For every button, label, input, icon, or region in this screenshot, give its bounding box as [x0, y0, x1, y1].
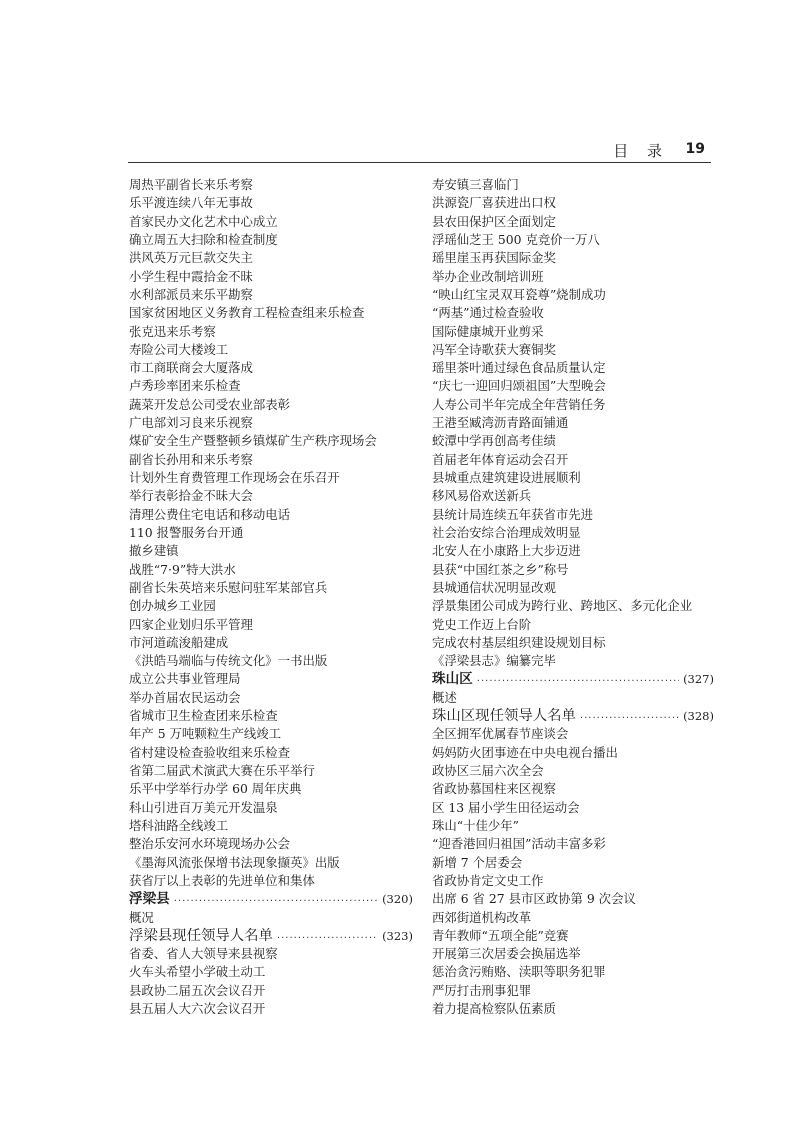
dot-leader	[580, 707, 679, 725]
toc-entry-title: 区 13 届小学生田径运动会	[432, 799, 580, 815]
toc-entry	[432, 909, 714, 927]
toc-entry	[129, 982, 413, 1000]
toc-entry-title: “庆七一迎回归颂祖国”大型晚会	[432, 378, 606, 394]
toc-entry-title: 寿安镇三喜临门	[432, 177, 519, 192]
toc-entry-title: 党史工作迈上台阶	[432, 616, 532, 632]
toc-entry	[432, 835, 714, 853]
toc-entry	[432, 982, 714, 1000]
toc-entry	[129, 799, 413, 817]
toc-entry-title: 市工商联商会大厦落成	[129, 360, 253, 376]
toc-entry-title: “映山红宝灵双耳瓷尊”烧制成功	[432, 286, 606, 302]
toc-entry-title: 塔科油路全线竣工	[129, 817, 229, 833]
toc-entry	[432, 304, 714, 322]
toc-entry-title: 首届老年体育运动会召开	[432, 451, 569, 467]
toc-entry	[129, 323, 413, 341]
toc-entry	[432, 561, 714, 579]
toc-entry	[432, 194, 714, 212]
toc-entry-title: 蔬菜开发总公司受农业部表彰	[129, 396, 291, 412]
toc-entry	[432, 1000, 714, 1018]
toc-entry	[129, 652, 413, 670]
toc-entry-title: 国际健康城开业剪采	[432, 323, 544, 339]
toc-entry-title: 获省厅以上表彰的先进单位和集体	[129, 872, 315, 888]
toc-entry	[129, 561, 413, 579]
toc-entry-title: 举办企业改制培训班	[432, 268, 544, 284]
toc-entry-title: 浮梁县	[129, 891, 170, 908]
toc-section-heading	[129, 890, 413, 908]
toc-entry	[129, 213, 413, 231]
toc-entry	[432, 689, 714, 707]
running-title: 目 录	[613, 142, 669, 160]
toc-entry	[432, 249, 714, 267]
toc-entry	[432, 817, 714, 835]
toc-entry-title: “迎香港回归祖国”活动丰富多彩	[432, 836, 606, 852]
toc-entry-title: 乐平中学举行办学 60 周年庆典	[129, 781, 302, 797]
toc-entry-title: 周热平副省长来乐考察	[129, 177, 253, 192]
toc-entry-title: 浮梁县现任领导人名单	[129, 927, 273, 944]
toc-entry	[432, 597, 714, 615]
toc-entry-title: 省村建设检查验收组来乐检查	[129, 744, 291, 760]
toc-entry	[129, 268, 413, 286]
toc-entry-title: 县五届人大六次会议召开	[129, 1001, 266, 1017]
toc-entry-title: 副省长朱英培来乐慰问驻军某部官兵	[129, 579, 328, 595]
toc-entry	[432, 377, 714, 395]
toc-entry	[129, 286, 413, 304]
left-toc-column	[129, 176, 413, 1018]
toc-entry-title: 惩治贪污贿赂、渎职等职务犯罪	[432, 964, 606, 980]
toc-entry	[432, 396, 714, 414]
toc-entry-title: 县城通信状况明显改观	[432, 579, 556, 595]
toc-entry	[129, 524, 413, 542]
toc-entry-title: 社会治安综合治理成效明显	[432, 524, 581, 540]
toc-entry-title: 严厉打击刑事犯罪	[432, 982, 532, 998]
toc-entry-title: 年产 5 万吨颗粒生产线竣工	[129, 726, 282, 742]
toc-entry	[129, 634, 413, 652]
toc-entry	[432, 927, 714, 945]
toc-entry-title: 全区拥军优属春节座谈会	[432, 726, 569, 742]
toc-entry	[432, 799, 714, 817]
toc-entry-title: 瑶里茶叶通过绿色食品质量认定	[432, 360, 606, 376]
toc-entry	[129, 506, 413, 524]
toc-entry-title: 县获“中国红茶之乡”称号	[432, 561, 569, 577]
toc-entry	[129, 744, 413, 762]
toc-page-number: (323)	[382, 928, 413, 943]
toc-entry-title: 确立周五大扫除和检查制度	[129, 231, 278, 247]
toc-entry	[432, 213, 714, 231]
toc-entry	[432, 579, 714, 597]
toc-entry-title: 浮瑶仙芝王 500 克竞价一万八	[432, 231, 600, 247]
toc-entry	[129, 780, 413, 798]
toc-entry-title: 《洪皓马端临与传统文化》一书出版	[129, 653, 328, 669]
toc-entry-title: 开展第三次居委会换届选举	[432, 946, 581, 962]
toc-entry	[129, 579, 413, 597]
toc-entry	[129, 670, 413, 688]
toc-entry-title: 清理公费住宅电话和移动电话	[129, 506, 291, 522]
toc-entry-title: 省政协慕国柱来区视察	[432, 781, 556, 797]
toc-entry-title: 北安人在小康路上大步迈进	[432, 543, 581, 559]
toc-entry	[432, 506, 714, 524]
toc-entry-title: 110 报警服务台开通	[129, 524, 244, 540]
toc-entry-title: 举行表彰拾金不昧大会	[129, 488, 253, 504]
toc-entry-title: 卢秀珍率团来乐检查	[129, 378, 241, 394]
dot-leader	[277, 927, 378, 945]
toc-entry-title: 广电部刘习良来乐视察	[129, 415, 253, 431]
toc-entry-title: 煤矿安全生产暨整顿乡镇煤矿生产秩序现场会	[129, 433, 377, 449]
toc-entry	[432, 286, 714, 304]
toc-entry	[129, 689, 413, 707]
toc-entry	[432, 616, 714, 634]
toc-entry	[129, 817, 413, 835]
toc-entry-title: 新增 7 个居委会	[432, 854, 523, 870]
toc-entry	[129, 432, 413, 450]
toc-entry	[432, 432, 714, 450]
toc-page-number: (328)	[683, 709, 714, 724]
toc-entry	[432, 487, 714, 505]
toc-entry-title: 张克迅来乐考察	[129, 323, 216, 339]
toc-entry-title: 计划外生育费管理工作现场会在乐召开	[129, 470, 340, 485]
toc-entry-title: 火车头希望小学破土动工	[129, 964, 266, 980]
toc-entry	[432, 652, 714, 670]
toc-entry-title: 省政协肯定文史工作	[432, 872, 544, 888]
toc-entry	[129, 396, 413, 414]
toc-entry-title: 首家民办文化艺术中心成立	[129, 213, 278, 229]
toc-entry	[432, 963, 714, 981]
toc-entry-title: 成立公共事业管理局	[129, 671, 241, 687]
toc-entry-title: 王港至臧湾沥青路面铺通	[432, 415, 569, 431]
toc-entry-title: 人寿公司半年完成全年营销任务	[432, 396, 606, 412]
toc-entry	[432, 231, 714, 249]
toc-entry	[129, 616, 413, 634]
toc-entry-title: 科山引进百万美元开发温泉	[129, 799, 278, 815]
toc-entry-title: 整治乐安河水环境现场办公会	[129, 836, 291, 852]
toc-entry-title: 省委、省人大领导来县视察	[129, 946, 278, 962]
toc-entry-title: 县政协二届五次会议召开	[129, 982, 266, 998]
toc-entry-title: 珠山区	[432, 671, 473, 688]
toc-entry-title: 水利部派员来乐平勘察	[129, 286, 253, 302]
toc-entry-title: 概况	[129, 909, 154, 925]
toc-entry	[432, 634, 714, 652]
toc-entry-title: 珠山区现任领导人名单	[432, 708, 576, 725]
toc-entry	[129, 194, 413, 212]
toc-entry-title: 战胜“7·9”特大洪水	[129, 561, 236, 577]
toc-entry	[129, 231, 413, 249]
toc-entry	[432, 780, 714, 798]
toc-entry-title: 小学生程中霞拾金不昧	[129, 268, 253, 284]
toc-entry	[129, 909, 413, 927]
toc-entry	[432, 268, 714, 286]
toc-entry	[432, 744, 714, 762]
toc-entry-title: 概述	[432, 689, 457, 705]
toc-entry-title: 寿险公司大楼竣工	[129, 341, 229, 357]
toc-page-number: (320)	[382, 892, 413, 907]
toc-entry-title: “两基”通过检查验收	[432, 305, 544, 321]
toc-entry-title: 县农田保护区全面划定	[432, 213, 556, 229]
toc-section-heading	[129, 927, 413, 945]
toc-entry	[129, 725, 413, 743]
toc-entry-title: 青年教师“五项全能”竞赛	[432, 927, 569, 943]
toc-entry	[129, 414, 413, 432]
toc-entry-title: 浮景集团公司成为跨行业、跨地区、多元化企业	[432, 598, 693, 614]
toc-entry	[432, 176, 714, 194]
toc-entry-title: 蛟潭中学再创高考佳绩	[432, 433, 556, 449]
toc-entry	[129, 451, 413, 469]
toc-entry	[129, 872, 413, 890]
toc-entry	[432, 469, 714, 487]
toc-entry-title: 移风易俗欢送新兵	[432, 488, 532, 504]
toc-entry	[432, 725, 714, 743]
toc-entry-title: 创办城乡工业园	[129, 598, 216, 614]
toc-entry-title: 撤乡建镇	[129, 543, 179, 559]
right-toc-column	[432, 176, 714, 1018]
toc-entry	[129, 176, 413, 194]
toc-entry	[129, 377, 413, 395]
toc-entry	[432, 524, 714, 542]
toc-entry	[432, 762, 714, 780]
toc-entry-title: 《浮梁县志》编纂完毕	[432, 653, 556, 669]
toc-entry-title: 西郊街道机构改革	[432, 909, 532, 925]
toc-entry-title: 省城市卫生检查团来乐检查	[129, 708, 278, 724]
dot-leader	[477, 670, 679, 688]
toc-entry-title: 出席 6 省 27 县市区政协第 9 次会议	[432, 891, 636, 907]
toc-entry-title: 瑶里崖玉再获国际金奖	[432, 250, 556, 266]
dot-leader	[174, 890, 378, 908]
toc-entry-title: 举办首届农民运动会	[129, 689, 241, 705]
toc-entry	[432, 890, 714, 908]
toc-entry	[129, 487, 413, 505]
toc-entry	[129, 304, 413, 322]
toc-entry	[129, 542, 413, 560]
toc-entry	[129, 835, 413, 853]
toc-entry-title: 乐平渡连续八年无事故	[129, 195, 253, 211]
toc-entry	[129, 963, 413, 981]
toc-entry-title: 《墨海风流张保增书法现象撷英》出版	[129, 854, 340, 870]
toc-entry-title: 国家贫困地区义务教育工程检查组来乐检查	[129, 305, 365, 321]
toc-entry	[432, 872, 714, 890]
toc-entry-title: 四家企业划归乐平管理	[129, 616, 253, 632]
toc-entry	[129, 341, 413, 359]
toc-entry	[129, 707, 413, 725]
toc-entry	[432, 945, 714, 963]
toc-entry	[432, 323, 714, 341]
toc-entry-title: 珠山“十佳少年”	[432, 817, 520, 833]
toc-entry-title: 冯军全诗歌获大赛铜奖	[432, 341, 556, 357]
toc-entry	[432, 542, 714, 560]
toc-entry-title: 完成农村基层组织建设规划目标	[432, 634, 606, 650]
toc-section-heading	[432, 707, 714, 725]
toc-entry	[129, 854, 413, 872]
toc-entry	[129, 249, 413, 267]
page-header	[128, 138, 711, 163]
toc-entry-title: 市河道疏浚船建成	[129, 634, 229, 650]
toc-entry	[432, 854, 714, 872]
toc-entry	[432, 414, 714, 432]
toc-entry	[129, 469, 413, 487]
toc-section-heading	[432, 670, 714, 688]
toc-entry	[129, 597, 413, 615]
toc-entry-title: 政协区三届六次全会	[432, 763, 544, 778]
toc-entry	[129, 762, 413, 780]
toc-entry-title: 着力提高检察队伍素质	[432, 1001, 556, 1017]
toc-entry	[129, 359, 413, 377]
toc-entry	[432, 359, 714, 377]
toc-entry-title: 县统计局连续五年获省市先进	[432, 506, 594, 522]
toc-entry	[432, 451, 714, 469]
toc-entry-title: 洪源瓷厂喜获进出口权	[432, 195, 556, 211]
toc-entry-title: 副省长孙用和来乐考察	[129, 451, 253, 467]
toc-entry-title: 省第二届武术演武大赛在乐平举行	[129, 763, 315, 778]
toc-entry-title: 妈妈防火团事迹在中央电视台播出	[432, 744, 618, 760]
toc-entry-title: 洪风英万元巨款交失主	[129, 250, 253, 266]
toc-entry	[432, 341, 714, 359]
toc-entry	[129, 945, 413, 963]
toc-entry	[129, 1000, 413, 1018]
page-number: 19	[685, 141, 705, 157]
toc-entry-title: 县城重点建筑建设进展顺利	[432, 470, 581, 485]
toc-page-number: (327)	[683, 672, 714, 687]
